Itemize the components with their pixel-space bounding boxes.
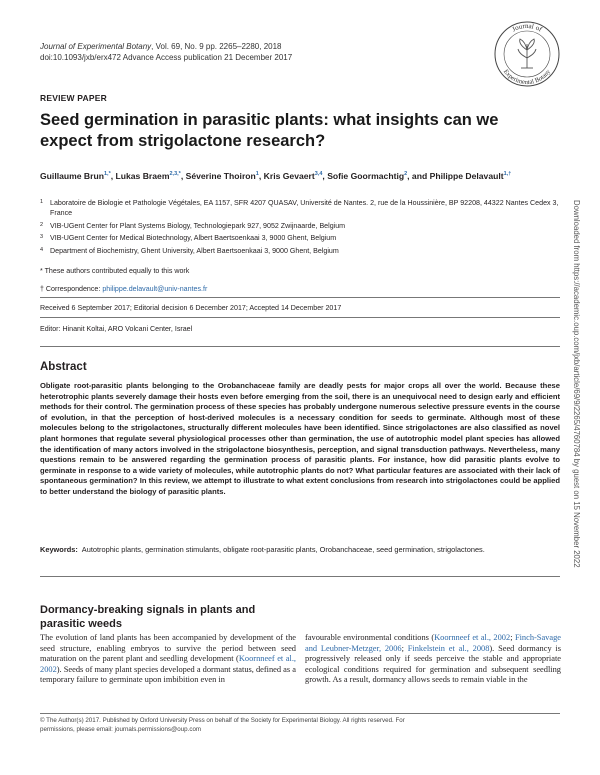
author-separator: , <box>180 171 186 181</box>
author-separator: , <box>322 171 328 181</box>
keywords-label: Keywords: <box>40 545 78 554</box>
divider <box>40 297 560 298</box>
body-column-left: The evolution of land plants has been accompanied by development of the seed structure, enabling embryos to survive the period between seed maturation on the parent plant and seedling development (Koornneef et al., 2002). Seeds of many plant species developed a dormant status, defined as a temporary failure to germinate upon imbibition even in <box>40 633 297 685</box>
dates-note: Received 6 September 2017; Editorial decision 6 December 2017; Accepted 14 December 2017 <box>40 304 342 312</box>
keywords <box>40 545 560 556</box>
divider <box>40 346 560 347</box>
affiliation: 2 VIB-UGent Center for Plant Systems Biology, Technologiepark 927, 9052 Zwijnaarde, Belgium <box>40 221 346 230</box>
article-type: REVIEW PAPER <box>40 93 107 103</box>
author-affiliation-marker[interactable]: 1,* <box>103 171 111 178</box>
author-separator: , <box>258 171 264 181</box>
abstract-heading: Abstract <box>40 361 87 373</box>
affiliation: 1 Laboratoire de Biologie et Pathologie Végétales, EA 1157, SFR 4207 QUASAV, Université de Nantes. 2, rue de la Houssinière, BP 92208, 44322 Nantes Cedex 3, France <box>40 199 559 217</box>
reference-link[interactable]: Koornneef et al., 2002 <box>434 633 511 642</box>
svg-text:Journal of: Journal of <box>510 21 544 34</box>
author-name: Sofie Goormachtig <box>327 171 405 181</box>
author-affiliation-marker[interactable]: 1 <box>255 171 259 178</box>
copyright-footer: © The Author(s) 2017. Published by Oxford University Press on behalf of the Society for Experimental Biology. All rights reserved. For permissions, please email: journals.permissions@oup.com <box>40 717 405 733</box>
author-name: Guillaume Brun <box>40 171 104 181</box>
equal-contribution-note: * These authors contributed equally to this work <box>40 267 190 275</box>
abstract-text: Obligate root-parasitic plants belonging to the Orobanchaceae family are deadly pests for major crops all over the world. Because these heterotrophic plants severely damage their hosts even before emerging from the soil, there is an unequivocal need to design early and efficient methods for their control. The germination process of these species has probably undergone numerous selective pressure events in the course of evolution, in that the perception of host-derived molecules is a necessary condition for seeds to germinate. Although most of these molecules belong to the strigolactones, structurally different molecules have been identified. Since strigolactones are also classified as novel plant hormones that regulate several physiological processes other than germination, the use of autotrophic model plant species has allowed the identification of many actors involved in the strigolactone biosynthesis, perception, and signal transduction pathways. Nevertheless, many questions remain to be answered regarding the germination process of parasitic plants. For instance, how did parasitic plants evolve to germinate in response to a wide variety of molecules, while autotrophic plants do not? What particular features are associated with their lack of spontaneous germination? In this review, we attempt to illustrate to what extent conclusions from research into strigolactones could be applied to better understand the biology of parasitic plants. <box>40 381 560 496</box>
doi-line: doi:10.1093/jxb/erx472 Advance Access publication 21 December 2017 <box>40 53 293 62</box>
svg-text:Experimental Botany: Experimental Botany <box>501 68 553 87</box>
section-heading: Dormancy-breaking signals in plants and parasitic weeds <box>40 604 256 630</box>
author-name: Kris Gevaert <box>263 171 315 181</box>
reference-link[interactable]: Finkelstein et al., 2008 <box>407 643 490 653</box>
author-separator: , <box>110 171 116 181</box>
correspondence-note: † Correspondence: philippe.delavault@univ-nantes.fr <box>40 285 208 293</box>
author-affiliation-marker[interactable]: 2 <box>404 171 408 178</box>
author-affiliation-marker[interactable]: 2,3,* <box>169 171 181 178</box>
divider <box>40 576 560 577</box>
affiliation: 3 VIB-UGent Center for Medical Biotechnology, Albert Baertsoenkaai 3, 9000 Ghent, Belgium <box>40 234 337 242</box>
author-affiliation-marker[interactable]: 1,† <box>503 171 512 178</box>
journal-logo <box>493 20 561 88</box>
author-name: Lukas Braem <box>115 171 170 181</box>
author-list <box>40 170 540 183</box>
author-name: Séverine Thoiron <box>185 171 256 181</box>
author-affiliation-marker[interactable]: 3,4 <box>314 171 323 178</box>
author-name: Philippe Delavault <box>429 171 504 181</box>
journal-header <box>40 41 292 63</box>
affiliations <box>40 198 560 258</box>
editor-note: Editor: Hinanit Koltai, ARO Volcani Center, Israel <box>40 325 193 333</box>
author-separator: , and <box>407 171 430 181</box>
journal-name: Journal of Experimental Botany <box>40 42 152 51</box>
journal-details: , Vol. 69, No. 9 pp. 2265–2280, 2018 <box>151 42 282 51</box>
article-title: Seed germination in parasitic plants: what insights can we expect from strigolactone research? <box>40 111 499 150</box>
footer-divider <box>40 713 560 714</box>
affiliation: 4 Department of Biochemistry, Ghent University, Albert Baertsoenkaai 3, 9000 Ghent, Belgium <box>40 246 339 255</box>
download-sidebar <box>573 200 583 620</box>
download-stamp: Downloaded from https://academic.oup.com/jxb/article/69/9/2265/4760784 by guest on 15 November 2022 <box>572 200 581 568</box>
keywords-text: Autotrophic plants, germination stimulants, obligate root-parasitic plants, Orobanchaceae, seed germination, strigolactones. <box>81 545 485 554</box>
correspondence-email-link[interactable]: philippe.delavault@univ-nantes.fr <box>102 285 208 293</box>
body-column-right: favourable environmental conditions (Koornneef et al., 2002; Finch-Savage and Leubner-Metzger, 2006; Finkelstein et al., 2008). Seed dormancy is progressively released only if seeds perceive the stable and appropriate ecological conditions required for germination and subsequent seedling growth. As a result, dormancy allows seeds to remain viable in the <box>305 633 562 685</box>
reference-link[interactable]: Koornneef et al., 2002 <box>40 654 297 674</box>
reference-link[interactable]: Finch-Savage and Leubner-Metzger, 2006 <box>305 633 561 653</box>
divider <box>40 317 560 318</box>
